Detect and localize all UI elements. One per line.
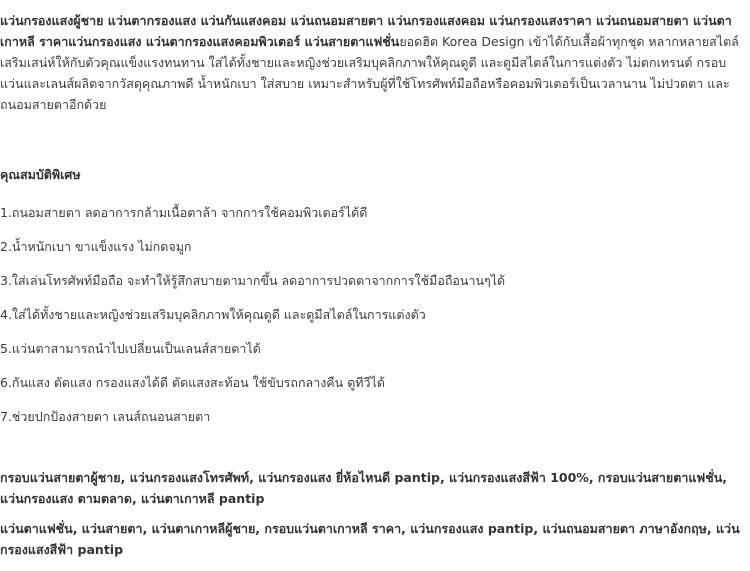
features-list	[0, 202, 746, 427]
feature-item: 1.ถนอมสายตา ลดอาการกล้ามเนื้อตาล้า จากการใช้คอมพิวเตอร์ได้ดี	[0, 205, 368, 220]
feature-item: 7.ช่วยปกป้องสายตา เลนส์ถนอนสายตา	[0, 409, 211, 424]
intro-keywords: แว่นกรองแสงผู้ชาย แว่นตากรองแสง แว่นกันแสงคอม แว่นถนอมสายตา แว่นกรองแสงคอม แว่นกรองแสงราคา แว่นถนอมสายตา แว่นตาเกาหลี ราคาแว่นกรองแสง แว่นตากรองแสงคอมพิวเตอร์ แว่นสายตาแฟชั่น	[0, 13, 732, 49]
feature-item: 3.ใส่เล่นโทรศัพท์มือถือ จะทำให้รู้สึกสบายตามากขึ้น ลดอาการปวดตาจากการใช้มือถือนานๆได้	[0, 273, 506, 288]
feature-item: 6.กันแสง ตัดแสง กรองแสงได้ดี ตัดแสงสะท้อน ใช้ขับรถกลางคืน ดูทีวีได้	[0, 375, 385, 390]
keywords-paragraph: แว่นตาแฟชั่น, แว่นสายตา, แว่นตาเกาหลีผู้ชาย, กรอบแว่นตาเกาหลี ราคา, แว่นกรองแสง pantip, แว่นถนอมสายตา ภาษาอังกฤษ, แว่นกรองแสงสีฟ้า pantip	[0, 521, 740, 557]
feature-item: 2.น้ำหนักเบา ขาแข็งแรง ไม่กดจมูก	[0, 239, 192, 254]
feature-item: 4.ใส่ได้ทั้งชายและหญิงช่วยเสริมบุคลิกภาพให้คุณดูดี และดูมีสไตล์ในการแต่งตัว	[0, 307, 426, 322]
intro-paragraph	[0, 10, 746, 115]
intro-body: ยอดฮิต Korea Design เข้าได้กับเสื้อผ้าทุกชุด หลากหลายสไตล์ เสริมเสน่ห์ให้กับตัวคุณแข็งแรงทนทาน ใส่ได้ทั้งชายและหญิงช่วยเสริมบุคลิกภาพให้คุณดูดี และดูมีสไตล์ในการแต่งตัว ไม่ตกเทรนด์ กรอบแว่นและเลนส์ผลิตจากวัสดุคุณภาพดี น้ำหนักเบา ใส่สบาย เหมาะสำหรับผู้ที่ใช้โทรศัพท์มือถือหรือคอมพิวเตอร์เป็นเวลานาน ไม่ปวดตา และถนอมสายตาอีกด้วย	[0, 34, 739, 112]
keywords-paragraph: กรอบแว่นสายตาผู้ชาย, แว่นกรองแสงโทรศัพท์, แว่นกรองแสง ยี่ห้อไหนดี pantip, แว่นกรองแสงสีฟ้า 100%, กรอบแว่นสายตาแฟชั่น, แว่นกรองแสง ตามตลาด, แว่นตาเกาหลี pantip	[0, 470, 728, 506]
features-title: คุณสมบัติพิเศษ	[0, 167, 81, 182]
feature-item: 5.แว่นตาสามารถนำไปเปลี่ยนเป็นเลนส์สายตาได้	[0, 341, 261, 356]
